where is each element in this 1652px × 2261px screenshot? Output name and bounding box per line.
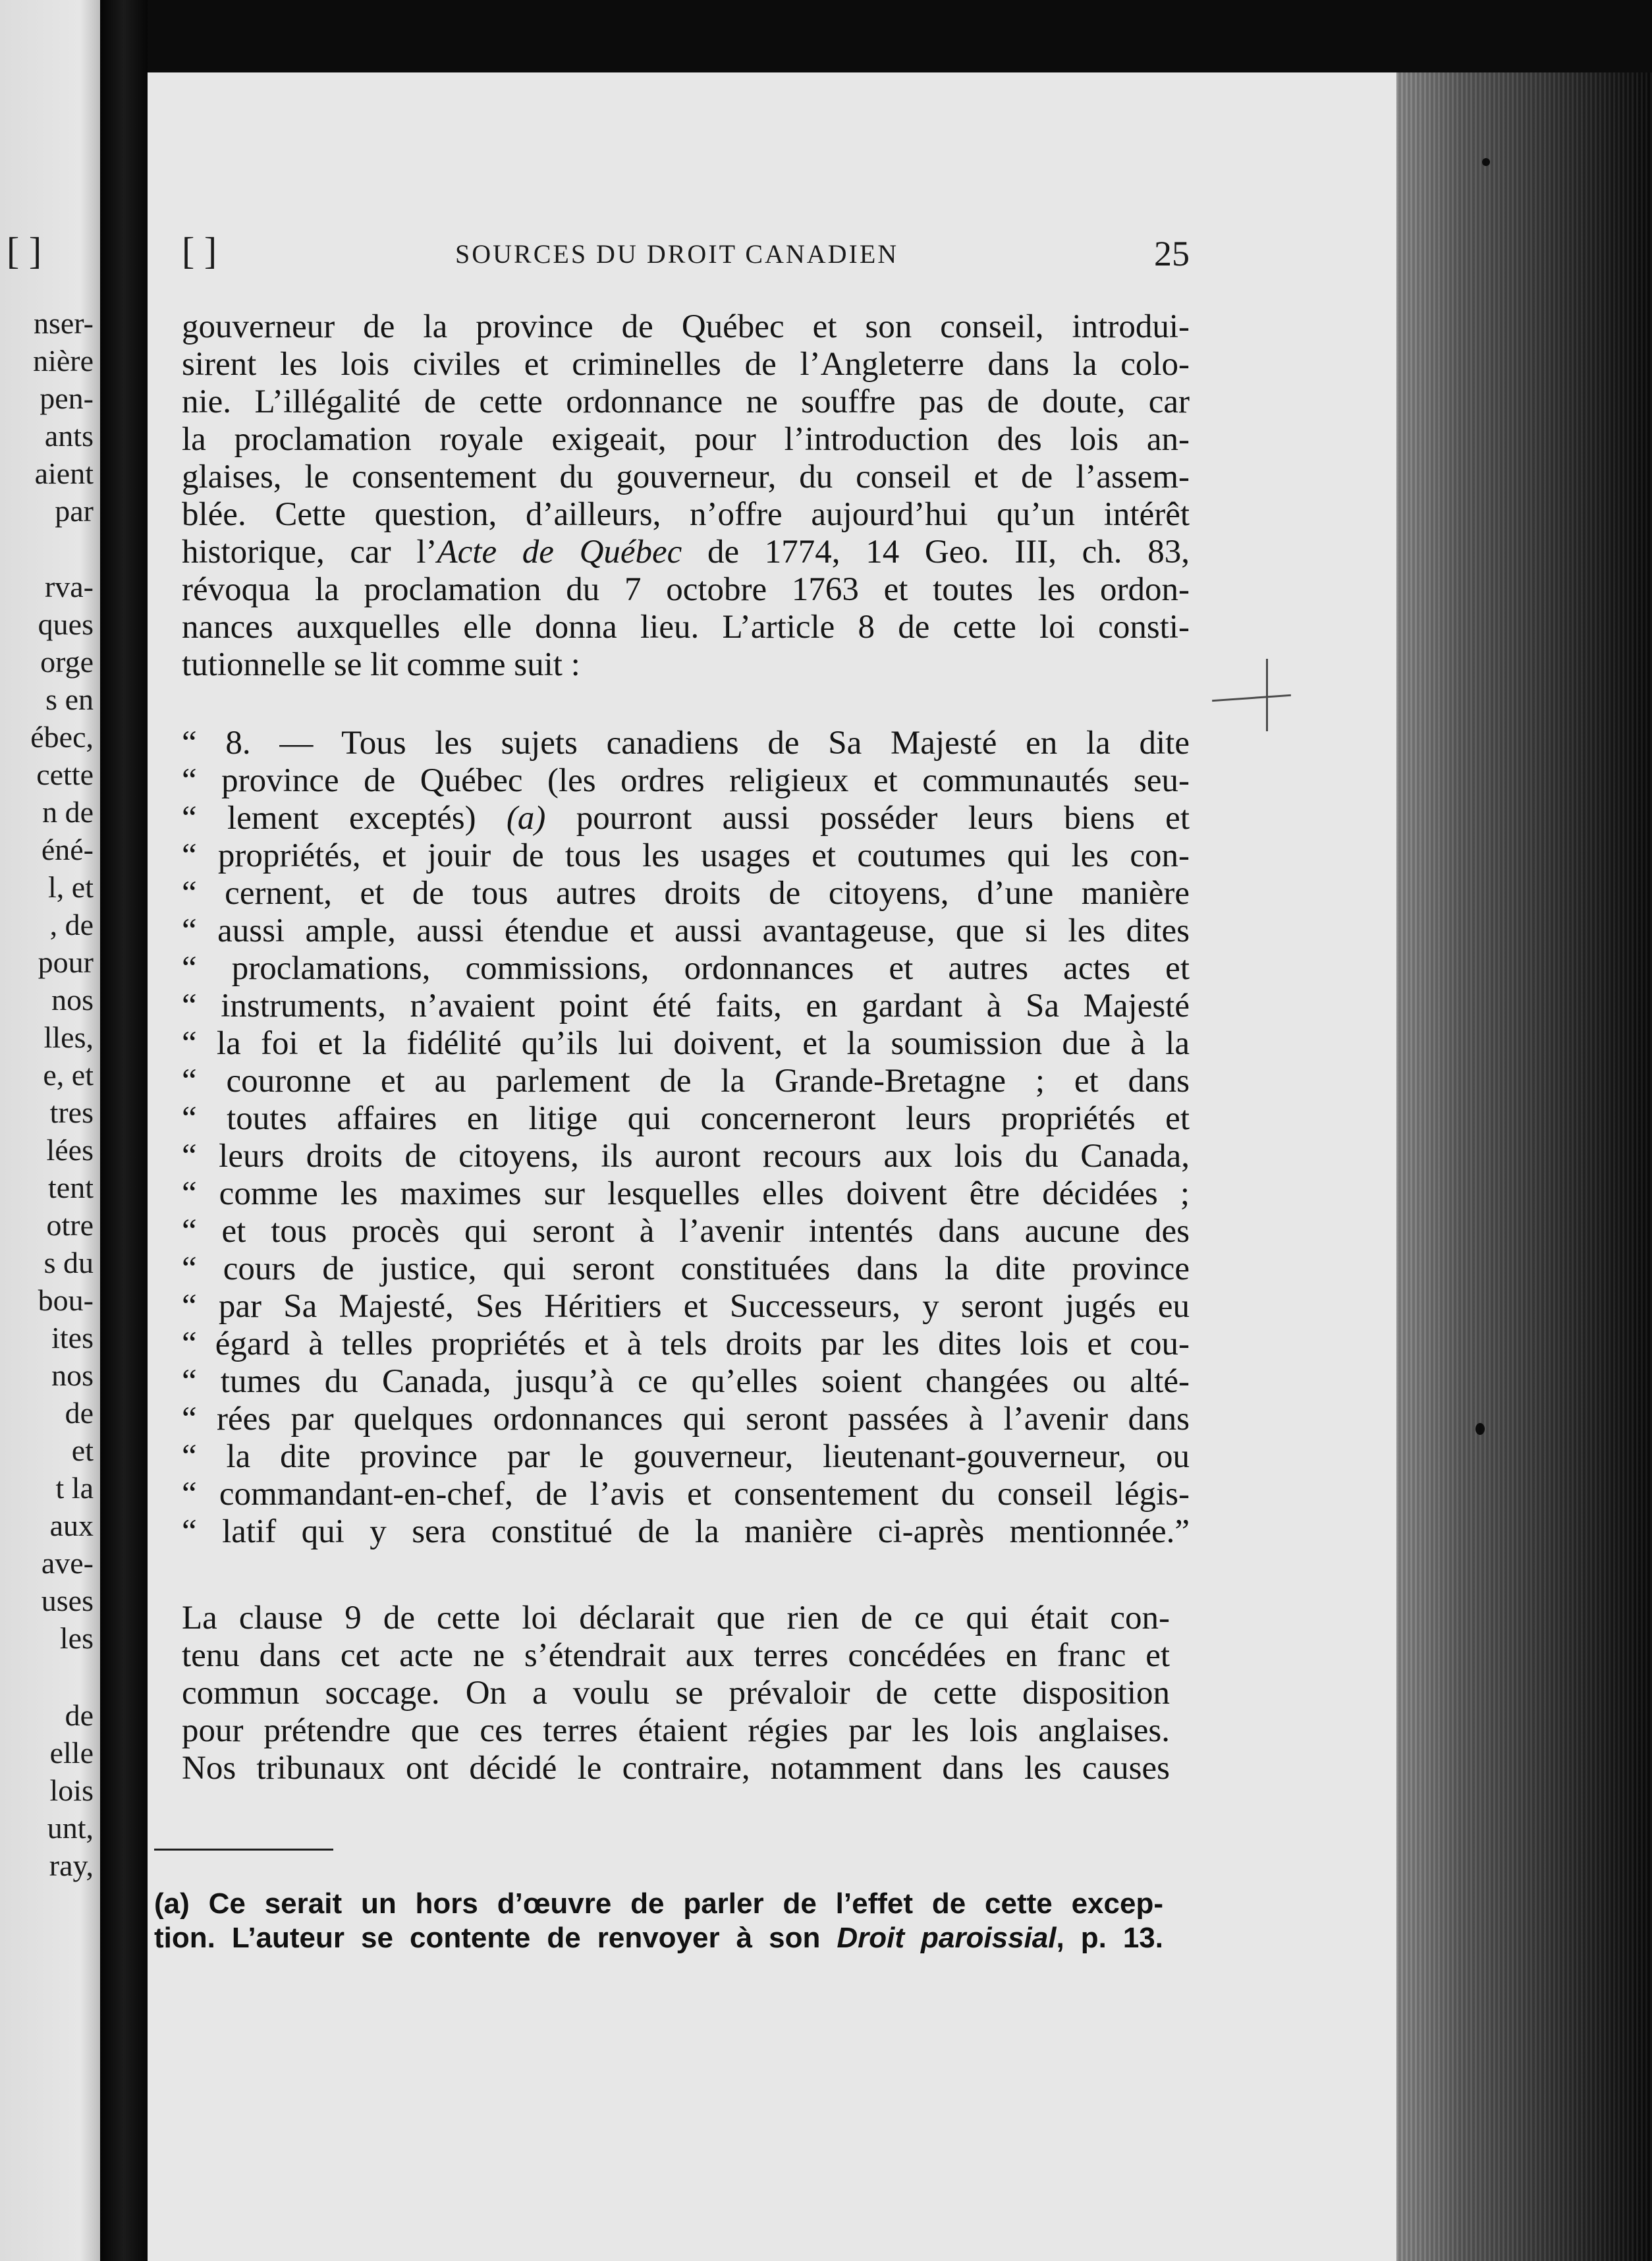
facing-page-fragment: e, et <box>43 1058 94 1092</box>
facing-page-fragment: n de <box>42 795 94 829</box>
footnote <box>154 1887 1163 1955</box>
text-line: blée. Cette question, d’ailleurs, n’offre aujourd’hui qu’un intérêt <box>182 496 1190 533</box>
facing-page-fragment: ites <box>51 1321 94 1354</box>
quote-line: “ propriétés, et jouir de tous les usages et coutumes qui les con- <box>182 837 1190 874</box>
text-segment: historique, car l’ <box>182 534 437 571</box>
facing-page-fragment: lles, <box>43 1020 94 1054</box>
quote-line: “ proclamations, commissions, ordonnances et autres actes et <box>182 950 1190 987</box>
running-head <box>182 229 1190 278</box>
facing-page-fragment: orge <box>40 645 94 679</box>
text-line: gouverneur de la province de Québec et son conseil, introdui- <box>182 308 1190 345</box>
quote-line: “ tumes du Canada, jusqu’à ce qu’elles soient changées ou alté- <box>182 1363 1190 1400</box>
running-head-title: SOURCES DU DROIT CANADIEN <box>455 239 899 269</box>
quote-line: “ la dite province par le gouverneur, lieutenant-gouverneur, ou <box>182 1438 1190 1475</box>
text-line: commun soccage. On a voulu se prévaloir de cette disposition <box>182 1675 1170 1712</box>
facing-page-fragment: nos <box>51 983 94 1017</box>
quote-line: “ cours de justice, qui seront constituées dans la dite province <box>182 1250 1190 1287</box>
facing-page-fragment: lées <box>46 1133 94 1167</box>
facing-page-fragment: lois <box>49 1773 94 1807</box>
book-title-italic: Droit paroissial <box>837 1922 1057 1954</box>
facing-page-fragment: éné- <box>41 833 94 866</box>
facing-page-strip <box>0 0 100 2261</box>
paragraph-1 <box>182 308 1190 684</box>
footnote-rule <box>154 1849 333 1851</box>
facing-page-fragment: pour <box>38 945 94 979</box>
quote-line: “ instruments, n’avaient point été faits, en gardant à Sa Majesté <box>182 988 1190 1024</box>
quote-line: “ commandant-en-chef, de l’avis et consentement du conseil légis- <box>182 1476 1190 1513</box>
facing-page-fragment: aient <box>34 457 94 490</box>
facing-page-fragment: otre <box>46 1208 94 1242</box>
running-head-bracket: [ ] <box>182 229 217 272</box>
text-line: tutionnelle se lit comme suit : <box>182 646 580 683</box>
facing-page-fragment: s du <box>43 1246 94 1279</box>
facing-page-bracket: [ ] <box>7 229 42 272</box>
page-number: 25 <box>1154 234 1190 273</box>
edge-speck <box>1482 158 1490 166</box>
text-line <box>182 534 1190 571</box>
quote-line: “ province de Québec (les ordres religieux et communautés seu- <box>182 762 1190 799</box>
quote-line: “ rées par quelques ordonnances qui seront passées à l’avenir dans <box>182 1401 1190 1438</box>
facing-page-fragment: cette <box>36 758 94 791</box>
quote-line <box>182 800 1190 837</box>
text-line: La clause 9 de cette loi déclarait que rien de ce qui était con- <box>182 1600 1170 1636</box>
facing-page-fragment: et <box>71 1434 94 1467</box>
facing-page-fragment: tent <box>48 1171 94 1204</box>
facing-page-fragment: ants <box>44 419 94 453</box>
facing-page-fragment: de <box>65 1396 94 1430</box>
facing-page-fragment: elle <box>49 1736 94 1770</box>
facing-page-fragment: uses <box>41 1584 94 1617</box>
facing-page-fragment: les <box>59 1621 94 1655</box>
quote-line: “ 8. — Tous les sujets canadiens de Sa Majesté en la dite <box>182 725 1190 762</box>
text-line: nances auxquelles elle donna lieu. L’article 8 de cette loi consti- <box>182 609 1190 646</box>
quote-line: “ toutes affaires en litige qui concerneront leurs propriétés et <box>182 1100 1190 1137</box>
act-title-italic: Acte de Québec <box>437 534 682 571</box>
quote-line: “ la foi et la fidélité qu’ils lui doivent, et la soumission due à la <box>182 1025 1190 1062</box>
quote-line: “ latif qui y sera constitué de la manière ci-après mentionnée.” <box>182 1513 1190 1550</box>
facing-page-fragment: nos <box>51 1358 94 1392</box>
facing-page-fragment: t la <box>55 1471 94 1505</box>
text-segment: de 1774, 14 Geo. III, ch. 83, <box>682 534 1190 571</box>
facing-page-fragment: nser- <box>33 306 94 340</box>
facing-page-fragment: unt, <box>47 1811 94 1845</box>
text-line: sirent les lois civiles et criminelles de l’Angleterre dans la colo- <box>182 346 1190 383</box>
footnote-line <box>154 1921 1163 1955</box>
footnote-reference: (a) <box>506 800 546 837</box>
facing-page-fragment: tres <box>49 1096 94 1129</box>
quote-line: “ couronne et au parlement de la Grande-Bretagne ; et dans <box>182 1063 1190 1100</box>
quote-line: “ par Sa Majesté, Ses Héritiers et Successeurs, y seront jugés eu <box>182 1288 1190 1325</box>
text-line: révoqua la proclamation du 7 octobre 1763 et toutes les ordon- <box>182 571 1190 608</box>
facing-page-fragment: de <box>65 1698 94 1732</box>
facing-page-fragment: ave- <box>41 1546 94 1580</box>
text-line: Nos tribunaux ont décidé le contraire, notamment dans les causes <box>182 1750 1170 1787</box>
book-gutter <box>100 0 148 2261</box>
facing-page-fragment: rva- <box>44 570 94 603</box>
facing-page-fragment: par <box>55 494 94 528</box>
facing-page-fragment: bou- <box>38 1283 94 1317</box>
footnote-line: (a) Ce serait un hors d’œuvre de parler de l’effet de cette excep- <box>154 1887 1163 1920</box>
edge-speck <box>1475 1423 1485 1435</box>
pencil-cross-mark <box>1212 659 1298 744</box>
quote-line: “ cernent, et de tous autres droits de citoyens, d’une manière <box>182 875 1190 912</box>
text-line: pour prétendre que ces terres étaient régies par les lois anglaises. <box>182 1712 1170 1749</box>
facing-page-fragment: pen- <box>40 381 94 415</box>
text-segment: “ lement exceptés) <box>182 800 507 837</box>
text-segment: tion. L’auteur se contente de renvoyer à son <box>154 1922 837 1954</box>
text-line: tenu dans cet acte ne s’étendrait aux terres concédées en franc et <box>182 1637 1170 1674</box>
paragraph-2 <box>182 1600 1170 1787</box>
text-segment: pourront aussi posséder leurs biens et <box>545 800 1190 837</box>
facing-page-fragment: nière <box>33 344 94 377</box>
quoted-article-8 <box>182 725 1190 1551</box>
text-line: la proclamation royale exigeait, pour l’introduction des lois an- <box>182 421 1190 458</box>
quote-line: “ comme les maximes sur lesquelles elles doivent être décidées ; <box>182 1175 1190 1212</box>
text-line: glaises, le consentement du gouverneur, du conseil et de l’assem- <box>182 459 1190 495</box>
facing-page-fragment: aux <box>49 1509 94 1542</box>
facing-page-fragment: ques <box>38 607 94 641</box>
facing-page-fragment: s en <box>45 683 94 716</box>
facing-page-fragment: ray, <box>49 1849 94 1882</box>
quote-line: “ leurs droits de citoyens, ils auront recours aux lois du Canada, <box>182 1138 1190 1175</box>
facing-page-fragment: , de <box>49 908 94 941</box>
text-segment: , p. 13. <box>1056 1922 1163 1954</box>
text-line: nie. L’illégalité de cette ordonnance ne souffre pas de doute, car <box>182 383 1190 420</box>
quote-line: “ aussi ample, aussi étendue et aussi avantageuse, que si les dites <box>182 912 1190 949</box>
page-edge-shadow <box>1396 72 1652 2261</box>
quote-line: “ et tous procès qui seront à l’avenir intentés dans aucune des <box>182 1213 1190 1250</box>
quote-line: “ égard à telles propriétés et à tels droits par les dites lois et cou- <box>182 1326 1190 1362</box>
facing-page-fragment: ébec, <box>30 720 94 754</box>
facing-page-fragment: l, et <box>48 870 94 904</box>
